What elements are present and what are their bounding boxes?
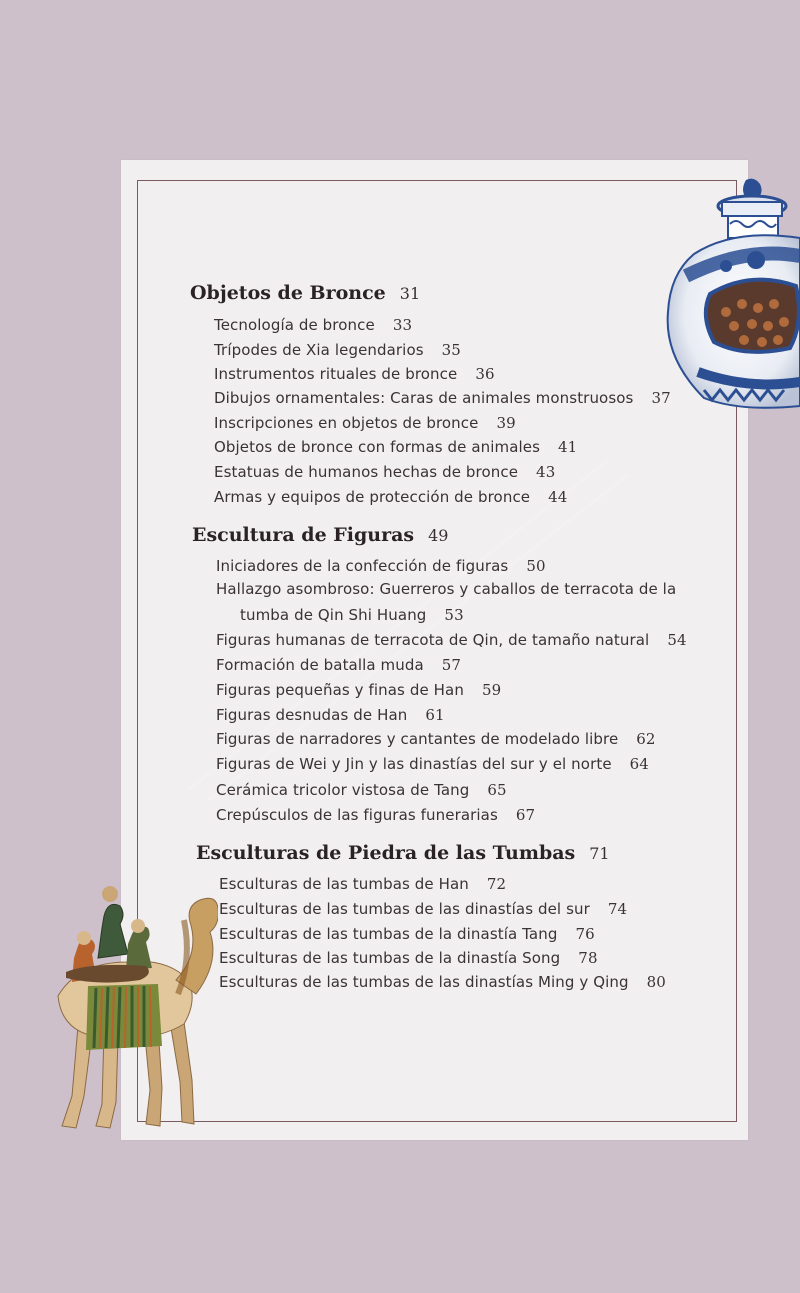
toc-entry[interactable] — [214, 463, 555, 481]
toc-entry[interactable] — [240, 606, 464, 624]
toc-entry[interactable] — [216, 656, 461, 674]
entry-page: 64 — [629, 755, 649, 773]
entry-label: Esculturas de las tumbas de las dinastías del sur — [219, 900, 590, 918]
entry-label: Figuras humanas de terracota de Qin, de tamaño natural — [216, 631, 650, 649]
section-title-bronce[interactable] — [190, 282, 420, 304]
entry-label: Objetos de bronce con formas de animales — [214, 438, 541, 456]
toc-entry[interactable] — [219, 949, 598, 967]
entry-page: 39 — [496, 414, 516, 432]
entry-label: Dibujos ornamentales: Caras de animales monstruosos — [214, 389, 634, 407]
entry-page: 43 — [536, 463, 556, 481]
entry-label: Hallazgo asombroso: Guerreros y caballos de terracota de la — [216, 580, 677, 598]
entry-label: Esculturas de las tumbas de la dinastía Tang — [219, 925, 558, 943]
entry-page: 41 — [558, 438, 578, 456]
section-page: 31 — [399, 284, 421, 303]
entry-page: 57 — [441, 656, 462, 674]
toc-entry[interactable] — [214, 414, 516, 432]
toc-entry[interactable] — [214, 365, 495, 383]
toc-entry[interactable] — [216, 806, 535, 824]
toc-entry[interactable] — [219, 875, 506, 893]
entry-label: Figuras desnudas de Han — [216, 706, 408, 724]
entry-label: Estatuas de humanos hechas de bronce — [214, 463, 519, 481]
entry-label: Iniciadores de la confección de figuras — [216, 557, 509, 575]
toc-entry[interactable] — [214, 389, 671, 407]
toc-entry[interactable] — [216, 557, 546, 575]
entry-page: 53 — [444, 606, 464, 624]
entry-page: 35 — [441, 341, 461, 359]
entry-page: 74 — [607, 900, 628, 918]
section-title-text: Objetos de Bronce — [190, 282, 386, 304]
toc-entry[interactable] — [214, 438, 577, 456]
entry-page: 44 — [548, 488, 568, 506]
entry-label: Formación de batalla muda — [216, 656, 424, 674]
toc-entry[interactable] — [216, 730, 656, 748]
entry-page: 54 — [667, 631, 687, 649]
entry-label: Figuras pequeñas y finas de Han — [216, 681, 464, 699]
toc-entry[interactable] — [216, 681, 501, 699]
entry-label: Esculturas de las tumbas de Han — [219, 875, 469, 893]
toc-entry[interactable] — [214, 488, 567, 506]
toc-entry[interactable] — [216, 781, 507, 799]
toc-entry[interactable] — [216, 706, 445, 724]
entry-label: Armas y equipos de protección de bronce — [214, 488, 531, 506]
entry-label: Esculturas de las tumbas de la dinastía Song — [219, 949, 561, 967]
toc-entry[interactable] — [214, 316, 412, 334]
entry-page: 76 — [575, 925, 595, 943]
entry-page: 33 — [392, 316, 413, 334]
toc-entry[interactable] — [214, 341, 461, 359]
toc-entry[interactable] — [219, 973, 666, 991]
entry-label: tumba de Qin Shi Huang — [240, 606, 427, 624]
section-page: 49 — [428, 526, 449, 545]
toc-entry[interactable] — [216, 580, 676, 598]
entry-page: 59 — [481, 681, 502, 699]
section-title-text: Escultura de Figuras — [192, 524, 415, 546]
entry-label: Figuras de narradores y cantantes de modelado libre — [216, 730, 619, 748]
entry-label: Cerámica tricolor vistosa de Tang — [216, 781, 470, 799]
entry-page: 61 — [425, 706, 445, 724]
entry-page: 37 — [651, 389, 671, 407]
entry-page: 78 — [578, 949, 598, 967]
section-title-text: Esculturas de Piedra de las Tumbas — [196, 842, 576, 864]
section-title-piedra[interactable] — [196, 842, 610, 864]
entry-label: Trípodes de Xia legendarios — [214, 341, 424, 359]
entry-page: 72 — [486, 875, 507, 893]
section-title-figuras[interactable] — [192, 524, 448, 546]
entry-page: 50 — [526, 557, 546, 575]
entry-page: 62 — [636, 730, 656, 748]
toc-entry[interactable] — [216, 631, 687, 649]
entry-page: 67 — [515, 806, 536, 824]
porcelain-jar-image — [664, 176, 800, 412]
entry-label: Esculturas de las tumbas de las dinastías Ming y Qing — [219, 973, 629, 991]
entry-label: Instrumentos rituales de bronce — [214, 365, 458, 383]
toc-entry[interactable] — [219, 900, 627, 918]
toc-entry[interactable] — [216, 755, 649, 773]
entry-label: Crepúsculos de las figuras funerarias — [216, 806, 498, 824]
entry-page: 36 — [475, 365, 495, 383]
entry-label: Tecnología de bronce — [214, 316, 375, 334]
entry-page: 80 — [646, 973, 666, 991]
entry-label: Inscripciones en objetos de bronce — [214, 414, 479, 432]
camel-figurine-image — [48, 876, 218, 1138]
entry-page: 65 — [487, 781, 507, 799]
entry-label: Figuras de Wei y Jin y las dinastías del sur y el norte — [216, 755, 612, 773]
section-page: 71 — [589, 844, 610, 863]
toc-entry[interactable] — [219, 925, 595, 943]
